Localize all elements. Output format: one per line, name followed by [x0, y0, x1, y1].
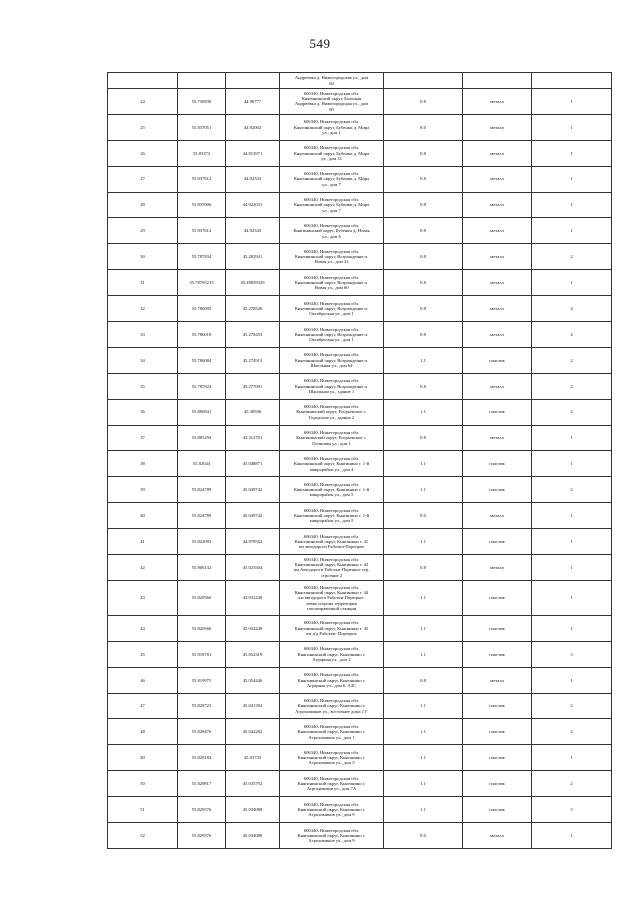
cell-count: 1 — [532, 89, 612, 115]
cell-latitude: 55.786018 — [178, 322, 226, 348]
cell-volume: 1.1 — [384, 771, 463, 797]
table-row — [108, 477, 612, 503]
cell-address: 606340, Нижегородская обл. Княгининский округ, Бубенки д. Мира ул., дом 7 — [280, 192, 384, 218]
cell-latitude: 55.837006 — [178, 192, 226, 218]
cell-number: 29 — [108, 218, 178, 244]
cell-address: 606340, Нижегородская обл. Княгининский округ, Княгинино г. 45 км а/д Работки- Порецкое — [280, 615, 384, 641]
cell-count: 1 — [532, 745, 612, 771]
cell-count: 2 — [532, 693, 612, 719]
cell-address: 606340, Нижегородская обл. Княгининский округ, Княгинино г. Агрохимиков ул., восточнее дома 1 Г — [280, 693, 384, 719]
cell-latitude: 55.880841 — [178, 399, 226, 425]
cell-number: 36 — [108, 399, 178, 425]
cell-count — [532, 73, 612, 89]
cell-number: 42 — [108, 555, 178, 581]
cell-number: 51 — [108, 797, 178, 823]
table-row — [108, 555, 612, 581]
cell-address: 606340, Нижегородская обл. Княгининский округ, Большая Андреевка д. Нижегородская ул., дом 80 — [280, 89, 384, 115]
cell-latitude: 55.883294 — [178, 425, 226, 451]
cell-address: 606340, Нижегородская обл. Княгининский округ, Княгинино г. Агрохимиков ул., дом 9 — [280, 823, 384, 849]
cell-longitude: 44.913971 — [226, 140, 280, 166]
cell-longitude: 45.041394 — [226, 693, 280, 719]
cell-count: 1 — [532, 615, 612, 641]
cell-volume: 0.8 — [384, 425, 463, 451]
table-body — [108, 73, 612, 849]
cell-address: 606340, Нижегородская обл. Княгининский округ, Княгинино г. 42 км Автодороги Работки-Порецкое тер. строение 2 — [280, 555, 384, 581]
cell-volume: 0.8 — [384, 140, 463, 166]
cell-number: 44 — [108, 615, 178, 641]
cell-number: 25 — [108, 114, 178, 140]
cell-number: 35 — [108, 373, 178, 399]
cell-address: 606340, Нижегородская обл. Княгининский округ, Княгинино г. 1-й микрорайон ул., дом 4 — [280, 451, 384, 477]
cell-material: металл — [463, 823, 532, 849]
table-row — [108, 745, 612, 771]
cell-count: 2 — [532, 477, 612, 503]
cell-longitude: 45.034088 — [226, 823, 280, 849]
cell-count: 1 — [532, 425, 612, 451]
cell-number: 39 — [108, 477, 178, 503]
cell-material: металл — [463, 503, 532, 529]
cell-material: пластик — [463, 745, 532, 771]
cell-longitude: 45.042282 — [226, 719, 280, 745]
cell-number: 31 — [108, 270, 178, 296]
cell-material: металл — [463, 114, 532, 140]
cell-volume: 0.8 — [384, 322, 463, 348]
cell-number: 37 — [108, 425, 178, 451]
cell-volume: 1.1 — [384, 641, 463, 667]
cell-latitude: 55.837612 — [178, 166, 226, 192]
cell-count: 1 — [532, 555, 612, 581]
cell-latitude: 55.786084 — [178, 347, 226, 373]
cell-address: 606340, Нижегородская обл. Княгининский округ, Егорьевское с. Городская ул., здание 2 — [280, 399, 384, 425]
cell-latitude: 55.837612 — [178, 218, 226, 244]
cell-count: 1 — [532, 823, 612, 849]
cell-address: 606340, Нижегородская обл. Княгининский округ, Возрождение п. Новая ул., дом 33 — [280, 244, 384, 270]
cell-number: 50 — [108, 771, 178, 797]
cell-longitude: 45.049742 — [226, 503, 280, 529]
cell-material: пластик — [463, 529, 532, 555]
cell-longitude: 45.282941 — [226, 244, 280, 270]
cell-count: 1 — [532, 140, 612, 166]
cell-count: 1 — [532, 503, 612, 529]
container-sites-table — [107, 72, 612, 849]
cell-count: 3 — [532, 797, 612, 823]
cell-longitude: 45.274913 — [226, 347, 280, 373]
cell-longitude: 44.92543 — [226, 166, 280, 192]
cell-material: пластик — [463, 347, 532, 373]
cell-latitude: 55.83373 — [178, 140, 226, 166]
cell-volume: 1.1 — [384, 745, 463, 771]
cell-volume: 0.8 — [384, 166, 463, 192]
cell-material: металл — [463, 89, 532, 115]
cell-address: 606340, Нижегородская обл. Княгининский округ, Княгинино г. Аграрная ул., дом 2 — [280, 641, 384, 667]
cell-address: 606340, Нижегородская обл. Княгининский округ, Княгинино г. Аграрная ул., дом 6, АЗС — [280, 667, 384, 693]
cell-material — [463, 73, 532, 89]
cell-count: 1 — [532, 270, 612, 296]
cell-longitude: 45.048871 — [226, 451, 280, 477]
cell-address: 606340, Нижегородская обл. Княгининский округ, Бубенки д. Мира ул., дом 7 — [280, 166, 384, 192]
table-row — [108, 166, 612, 192]
table-row-continued — [108, 73, 612, 89]
cell-volume: 1.1 — [384, 451, 463, 477]
cell-latitude: 55.829817 — [178, 771, 226, 797]
cell-address: Андреевка д. Нижегородская ул., дом 60 — [280, 73, 384, 89]
cell-address: 606340, Нижегородская обл. Княгининский округ, Княгинино г. Агрохимиков ул., дом 9 — [280, 797, 384, 823]
cell-latitude: 55.828723 — [178, 693, 226, 719]
cell-longitude: 44.978552 — [226, 529, 280, 555]
table-row — [108, 641, 612, 667]
cell-volume: 1.1 — [384, 477, 463, 503]
table-row — [108, 140, 612, 166]
cell-volume: 1.1 — [384, 615, 463, 641]
cell-material: пластик — [463, 399, 532, 425]
cell-count: 2 — [532, 719, 612, 745]
cell-count: 2 — [532, 347, 612, 373]
cell-number: 47 — [108, 693, 178, 719]
cell-volume: 8.0 — [384, 823, 463, 849]
cell-material: пластик — [463, 693, 532, 719]
cell-material: пластик — [463, 719, 532, 745]
table-row — [108, 89, 612, 115]
cell-latitude: 55.806132 — [178, 555, 226, 581]
cell-latitude: 55.828476 — [178, 719, 226, 745]
cell-material: металл — [463, 218, 532, 244]
cell-address: 606340, Нижегородская обл. Княгининский округ, Княгинино г. 1-й микрорайон ул., дом 5 — [280, 477, 384, 503]
cell-address: 606340, Нижегородская обл. Княгининский округ, Княгинино г. Агрохимиков ул., дом 7А — [280, 771, 384, 797]
cell-latitude: 55.730839 — [178, 89, 226, 115]
cell-number — [108, 73, 178, 89]
cell-longitude: 45.30946 — [226, 399, 280, 425]
table-row — [108, 667, 612, 693]
cell-material: пластик — [463, 451, 532, 477]
cell-volume: 0.8 — [384, 192, 463, 218]
cell-volume: 0.8 — [384, 270, 463, 296]
cell-number: 43 — [108, 580, 178, 615]
cell-material: металл — [463, 373, 532, 399]
cell-longitude: 45.023504 — [226, 555, 280, 581]
cell-number: 28 — [108, 192, 178, 218]
table-row — [108, 347, 612, 373]
cell-longitude: 45.278526 — [226, 296, 280, 322]
cell-longitude: 45.278453 — [226, 322, 280, 348]
cell-number: 41 — [108, 529, 178, 555]
cell-address: 606340, Нижегородская обл. Княгининский округ, Княгинино г. Агрохимиков ул., дом 1 — [280, 719, 384, 745]
cell-latitude: 55.820566 — [178, 580, 226, 615]
cell-number: 32 — [108, 296, 178, 322]
cell-address: 606340, Нижегородская обл. Княгининский округ, Княгинино г. Агрохимиков ул., дом 5 — [280, 745, 384, 771]
cell-longitude: 45.032249 — [226, 615, 280, 641]
cell-material: пластик — [463, 771, 532, 797]
cell-address: 606340, Нижегородская обл. Княгининский округ, Княгинино г. 44 км автодорога Работки-Порецкое. левая сторона территории газозаправочной станции — [280, 580, 384, 615]
cell-count: 1 — [532, 114, 612, 140]
table-row — [108, 373, 612, 399]
cell-longitude: 45.034088 — [226, 797, 280, 823]
cell-material: пластик — [463, 477, 532, 503]
cell-number: 52 — [108, 823, 178, 849]
cell-count: 1 — [532, 667, 612, 693]
table-row — [108, 296, 612, 322]
cell-longitude: 45.052319 — [226, 641, 280, 667]
cell-volume: 1.1 — [384, 347, 463, 373]
cell-address: 606340, Нижегородская обл. Княгининский округ, Бубенки д. Мира ул., дом 31 — [280, 140, 384, 166]
cell-longitude: 45.28859329 — [226, 270, 280, 296]
cell-latitude: 55.786095 — [178, 296, 226, 322]
cell-number: 30 — [108, 244, 178, 270]
cell-longitude: 44.92002 — [226, 114, 280, 140]
table-row — [108, 244, 612, 270]
cell-volume: 1.1 — [384, 580, 463, 615]
cell-address: 606340, Нижегородская обл. Княгининский округ, Возрождение п. Школьная ул., дом 64 — [280, 347, 384, 373]
cell-address: 606340, Нижегородская обл. Княгининский округ, Княгинино г. 1-й микрорайон ул., дом 5 — [280, 503, 384, 529]
table-row — [108, 503, 612, 529]
table-row — [108, 771, 612, 797]
table-row — [108, 615, 612, 641]
cell-latitude: 55.822093 — [178, 529, 226, 555]
table-row — [108, 580, 612, 615]
table-row — [108, 192, 612, 218]
cell-volume: 1.1 — [384, 719, 463, 745]
cell-longitude: 45.049742 — [226, 477, 280, 503]
table-row — [108, 797, 612, 823]
cell-volume — [384, 73, 463, 89]
cell-volume: 0.8 — [384, 296, 463, 322]
table-row — [108, 399, 612, 425]
table-row — [108, 270, 612, 296]
cell-longitude: 44.922031 — [226, 192, 280, 218]
cell-volume: 1.1 — [384, 693, 463, 719]
cell-latitude: 55.829184 — [178, 745, 226, 771]
cell-number: 24 — [108, 89, 178, 115]
cell-latitude: 55.819975 — [178, 667, 226, 693]
cell-count: 3 — [532, 641, 612, 667]
cell-count: 4 — [532, 322, 612, 348]
table-row — [108, 451, 612, 477]
cell-number: 34 — [108, 347, 178, 373]
cell-longitude: 45.277091 — [226, 373, 280, 399]
table-row — [108, 218, 612, 244]
cell-count: 2 — [532, 771, 612, 797]
table-row — [108, 529, 612, 555]
cell-volume: 8.0 — [384, 114, 463, 140]
cell-latitude — [178, 73, 226, 89]
cell-address: 606340, Нижегородская обл. Княгининский округ, Возрождение п. Октябрьская ул., дом 1 — [280, 296, 384, 322]
cell-material: металл — [463, 140, 532, 166]
table-row — [108, 719, 612, 745]
cell-volume: 0.8 — [384, 555, 463, 581]
cell-count: 1 — [532, 451, 612, 477]
cell-material: металл — [463, 192, 532, 218]
cell-longitude: 45.035792 — [226, 771, 280, 797]
cell-longitude: 44.92543 — [226, 218, 280, 244]
cell-volume: 1.1 — [384, 529, 463, 555]
cell-number: 40 — [108, 503, 178, 529]
cell-number: 38 — [108, 451, 178, 477]
cell-address: 606340, Нижегородская обл. Княгининский округ, Бубенки д. Мира ул., дом 1 — [280, 114, 384, 140]
cell-latitude: 55.837051 — [178, 114, 226, 140]
cell-number: 48 — [108, 719, 178, 745]
cell-number: 45 — [108, 641, 178, 667]
cell-longitude: 44.96777 — [226, 89, 280, 115]
cell-number: 49 — [108, 745, 178, 771]
cell-longitude: 45.054446 — [226, 667, 280, 693]
cell-number: 33 — [108, 322, 178, 348]
cell-volume: 0.8 — [384, 373, 463, 399]
cell-material: металл — [463, 296, 532, 322]
cell-latitude: 55.820566 — [178, 615, 226, 641]
cell-material: металл — [463, 425, 532, 451]
cell-address: 606340, Нижегородская обл. Княгининский округ, Возрождение п. Октябрьская ул., дом 1 — [280, 322, 384, 348]
cell-material: металл — [463, 667, 532, 693]
cell-volume: 0.8 — [384, 89, 463, 115]
cell-count: 1 — [532, 580, 612, 615]
cell-volume: 0.8 — [384, 667, 463, 693]
cell-material: металл — [463, 322, 532, 348]
cell-address: 606340, Нижегородская обл. Княгининский округ, Егорьевское с. Осиновка ул., дом 1 — [280, 425, 384, 451]
cell-latitude: 55.818781 — [178, 641, 226, 667]
cell-latitude: 55.82644 — [178, 451, 226, 477]
table-row — [108, 114, 612, 140]
cell-count: 2 — [532, 399, 612, 425]
cell-material: пластик — [463, 615, 532, 641]
table-row — [108, 322, 612, 348]
cell-volume: 1.1 — [384, 797, 463, 823]
cell-longitude: 45.03733 — [226, 745, 280, 771]
cell-address: 606340, Нижегородская обл. Княгининский округ, Возрождение п. Школьная ул., здание 1 — [280, 373, 384, 399]
cell-latitude: 55.824789 — [178, 503, 226, 529]
cell-latitude: 55.787834 — [178, 244, 226, 270]
cell-material: пластик — [463, 641, 532, 667]
cell-material: пластик — [463, 797, 532, 823]
cell-material: металл — [463, 166, 532, 192]
cell-material: металл — [463, 555, 532, 581]
cell-longitude: 45.032249 — [226, 580, 280, 615]
cell-number: 46 — [108, 667, 178, 693]
cell-count: 2 — [532, 373, 612, 399]
cell-longitude — [226, 73, 280, 89]
cell-latitude: 55.829576 — [178, 797, 226, 823]
cell-volume: 0.8 — [384, 218, 463, 244]
cell-number: 26 — [108, 140, 178, 166]
cell-material: металл — [463, 244, 532, 270]
cell-longitude: 45.312701 — [226, 425, 280, 451]
page-number: 549 — [309, 36, 331, 51]
cell-count: 4 — [532, 296, 612, 322]
cell-number: 27 — [108, 166, 178, 192]
cell-address: 606340, Нижегородская обл. Княгининский округ, Княгинино г. 41 км автодороги Работки-Порецкое — [280, 529, 384, 555]
cell-material: металл — [463, 270, 532, 296]
cell-count: 1 — [532, 529, 612, 555]
cell-volume: 0.8 — [384, 244, 463, 270]
cell-volume: 1.1 — [384, 399, 463, 425]
cell-count: 1 — [532, 218, 612, 244]
table-row — [108, 693, 612, 719]
cell-latitude: 55.787824 — [178, 373, 226, 399]
cell-latitude: 55.824789 — [178, 477, 226, 503]
cell-latitude: 55.829576 — [178, 823, 226, 849]
cell-count: 2 — [532, 244, 612, 270]
cell-address: 606340, Нижегородская обл. Княгининский округ, Бубенки д. Новая ул., дом 6 — [280, 218, 384, 244]
table-row — [108, 823, 612, 849]
table-row — [108, 425, 612, 451]
cell-material: пластик — [463, 580, 532, 615]
cell-count: 1 — [532, 192, 612, 218]
cell-count: 1 — [532, 166, 612, 192]
cell-volume: 8.0 — [384, 503, 463, 529]
cell-latitude: 55.78705215 — [178, 270, 226, 296]
cell-address: 606340, Нижегородская обл. Княгининский округ, Возрождение п. Новая ул., дом 60 — [280, 270, 384, 296]
